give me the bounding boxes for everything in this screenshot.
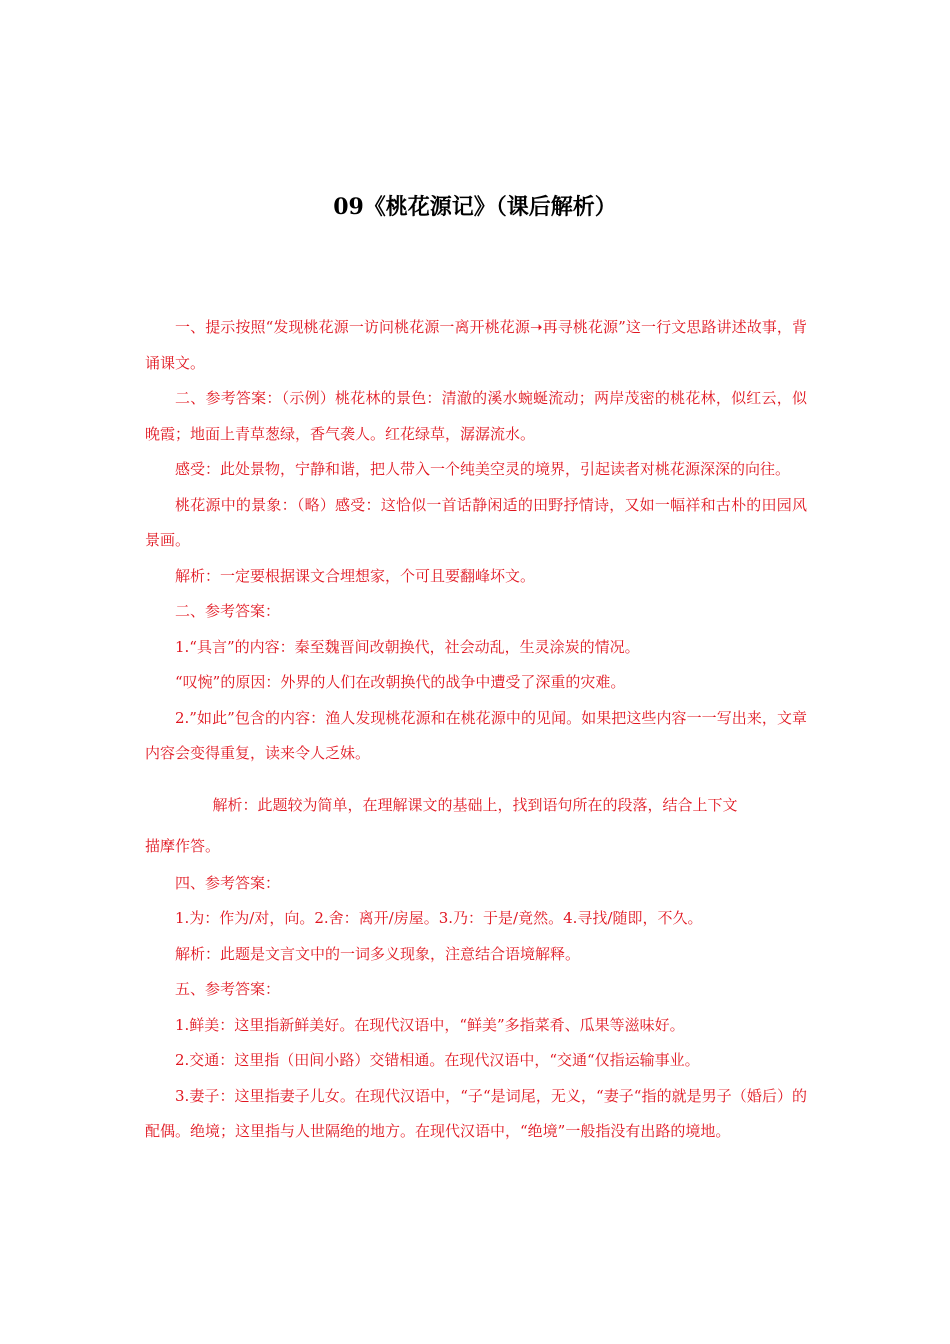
paragraph-2: 二、参考答案：（示例）桃花林的景色：清澈的溪水蜿蜒流动；两岸茂密的桃花林，似红云，似晚霞；地面上青草葱绿，香气袭人。红花绿草，潺潺流水。 (145, 389, 807, 443)
paragraph-11: 描摩作答。 (145, 836, 221, 855)
page-title: 09《桃花源记》（课后解析） (333, 194, 617, 220)
paragraph-18: 3.妻子：这里指妻子儿女。在现代汉语中，“子“是词尾，无义，“妻子“指的就是男子（婚后）的配偶。绝境；这里指与人世隔绝的地方。在现代汉语中，“绝境”一般指没有出路的境地。 (145, 1086, 807, 1140)
paragraph-15: 五、参考答案： (175, 980, 281, 998)
paragraph-4: 桃花源中的景象：（略）感受：这恰似一首话静闲适的田野抒情诗，又如一幅祥和古朴的田园风景画。 (145, 495, 807, 549)
document-body (145, 310, 807, 1150)
paragraph-13: 1.为：作为/对，向。2.舍：离开/房屋。3.乃：于是/竟然。4.寻找/随即，不久。 (175, 909, 703, 927)
paragraph-1: 一、提示按照“发现桃花源一访问桃花源一离开桃花源➝再寻桃花源”这一行文思路讲述故事，背诵课文。 (145, 318, 807, 372)
paragraph-7: 1.“具言”的内容：秦至魏晋间改朝换代，社会动乱，生灵涂炭的情况。 (175, 637, 640, 656)
paragraph-6: 二、参考答案： (175, 602, 281, 620)
paragraph-8: “叹惋”的原因：外界的人们在改朝换代的战争中遭受了深重的灾难。 (175, 673, 626, 691)
paragraph-10: 解析：此题较为简单，在理解课文的基础上，找到语句所在的段落，结合上下文 (212, 795, 738, 814)
paragraph-14: 解析：此题是文言文中的一词多义现象，注意结合语境解释。 (175, 944, 581, 963)
paragraph-5: 解析：一定要根据课文合埋想家，个可且要翻峰坏文。 (175, 566, 536, 585)
paragraph-3: 感受：此处景物，宁静和谐，把人带入一个纯美空灵的境界，引起读者对桃花源深深的向往。 (175, 460, 791, 478)
paragraph-17: 2.交通：这里指（田间小路）交错相通。在现代汉语中，“交通“仅指运输事业。 (175, 1051, 700, 1069)
paragraph-9: 2.”如此”包含的内容：渔人发现桃花源和在桃花源中的见闻。如果把这些内容一一写出来，文章内容会变得重复，读来令人乏妹。 (145, 708, 807, 762)
paragraph-12: 四、参考答案： (175, 873, 281, 892)
paragraph-16: 1.鲜美：这里指新鲜美好。在现代汉语中，“鲜美”多指菜肴、瓜果等滋味好。 (175, 1015, 685, 1034)
